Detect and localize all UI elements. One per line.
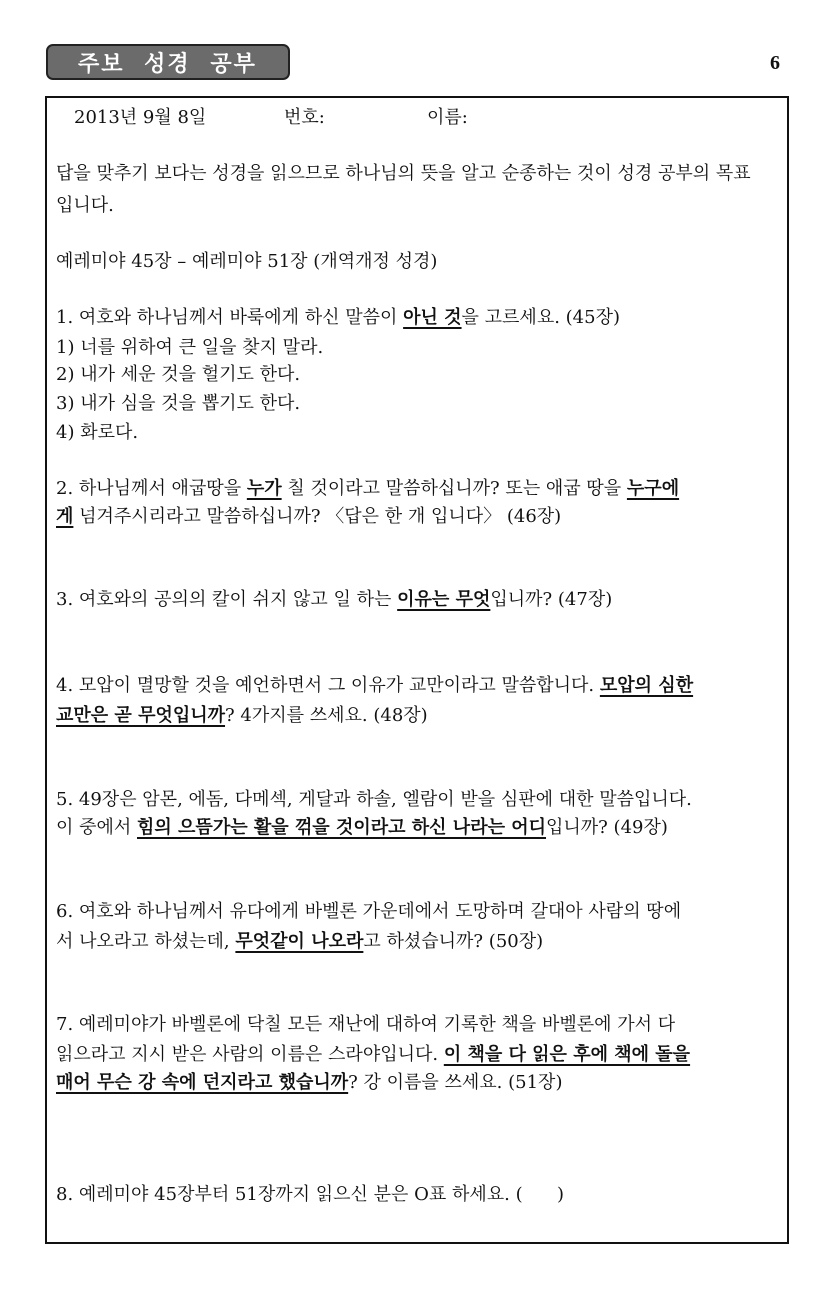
question-text: 1. 여호와 하나님께서 바룩에게 하신 말씀이 [56, 307, 404, 328]
q1-option-1: 1) 너를 위하여 큰 일을 찾지 말라. [56, 337, 324, 358]
question-4 [56, 674, 693, 698]
question-emphasis: 누가 [246, 478, 282, 499]
question-text: 이 중에서 [56, 817, 137, 838]
question-text: 넘겨주시리라고 말씀하십니까? 〈답은 한 개 입니다〉 (46장) [73, 506, 562, 527]
question-8: 8. 예레미야 45장부터 51장까지 읽으신 분은 O표 하세요. ( ) [56, 1184, 564, 1205]
question-7: 7. 예레미야가 바벨론에 닥칠 모든 재난에 대하여 기록한 책을 바벨론에 가서 다 [56, 1014, 676, 1035]
question-1 [56, 306, 620, 330]
q1-option-3: 3) 내가 심을 것을 뽑기도 한다. [56, 393, 301, 414]
question-text: ? 4가지를 쓰세요. (48장) [225, 705, 428, 726]
question-4-cont [56, 704, 428, 728]
question-emphasis: 모압의 심한 [599, 675, 694, 696]
question-text: ? 강 이름을 쓰세요. (51장) [348, 1072, 563, 1093]
question-7-cont-2 [56, 1071, 562, 1095]
question-2-cont [56, 505, 561, 529]
question-6: 6. 여호와 하나님께서 유다에게 바벨론 가운데에서 도망하며 갈대아 사람의 땅에 [56, 901, 682, 922]
question-text: 입니까? (47장) [490, 589, 613, 610]
question-2 [56, 477, 679, 501]
date-text: 2013년 9월 8일 [74, 107, 207, 128]
question-emphasis: 누구에 [626, 478, 680, 499]
question-text: 을 고르세요. (45장) [461, 307, 620, 328]
question-emphasis: 아닌 것 [403, 307, 462, 328]
question-text: 고 하셨습니까? (50장) [363, 931, 544, 952]
question-text: 읽으라고 지시 받은 사람의 이름은 스라야입니다. [56, 1044, 444, 1065]
scripture-range: 예레미야 45장 – 예레미야 51장 (개역개정 성경) [56, 251, 438, 272]
intro-line-1: 답을 맞추기 보다는 성경을 읽으므로 하나님의 뜻을 알고 순종하는 것이 성경 공부의 목표 [56, 163, 751, 184]
page-number: 6 [770, 52, 780, 74]
question-7-cont [56, 1043, 690, 1067]
question-emphasis: 무엇같이 나오라 [235, 931, 364, 952]
question-text: 입니까? (49장) [546, 817, 668, 838]
question-text: 4. 모압이 멸망할 것을 예언하면서 그 이유가 교만이라고 말씀합니다. [56, 675, 600, 696]
question-emphasis: 게 [56, 506, 74, 527]
question-emphasis: 이유는 무엇 [397, 589, 491, 610]
question-text: 서 나오라고 하셨는데, [56, 931, 236, 952]
question-5-cont [56, 816, 668, 840]
question-emphasis: 매어 무슨 강 속에 던지라고 했습니까 [56, 1072, 349, 1093]
question-3 [56, 588, 612, 612]
question-5: 5. 49장은 암몬, 에돔, 다메섹, 게달과 하솔, 엘람이 받을 심판에 대한 말씀입니다. [56, 789, 692, 810]
question-emphasis: 교만은 곧 무엇입니까 [56, 705, 226, 726]
question-6-cont [56, 930, 543, 954]
page-title-tab [46, 44, 290, 80]
q1-option-2: 2) 내가 세운 것을 헐기도 한다. [56, 364, 301, 385]
question-emphasis: 이 책을 다 읽은 후에 책에 돌을 [443, 1044, 691, 1065]
intro-line-2: 입니다. [56, 195, 114, 216]
question-text: 3. 여호와의 공의의 칼이 쉬지 않고 일 하는 [56, 589, 398, 610]
page-title: 주보 성경 공부 [78, 51, 257, 77]
q1-option-4: 4) 화로다. [56, 422, 139, 443]
number-label: 번호: [284, 107, 325, 128]
question-emphasis: 힘의 으뜸가는 활을 꺾을 것이라고 하신 나라는 어디 [137, 817, 547, 838]
question-text: 2. 하나님께서 애굽땅을 [56, 478, 247, 499]
question-text: 칠 것이라고 말씀하십니까? 또는 애굽 땅을 [281, 478, 627, 499]
name-label: 이름: [427, 107, 468, 128]
